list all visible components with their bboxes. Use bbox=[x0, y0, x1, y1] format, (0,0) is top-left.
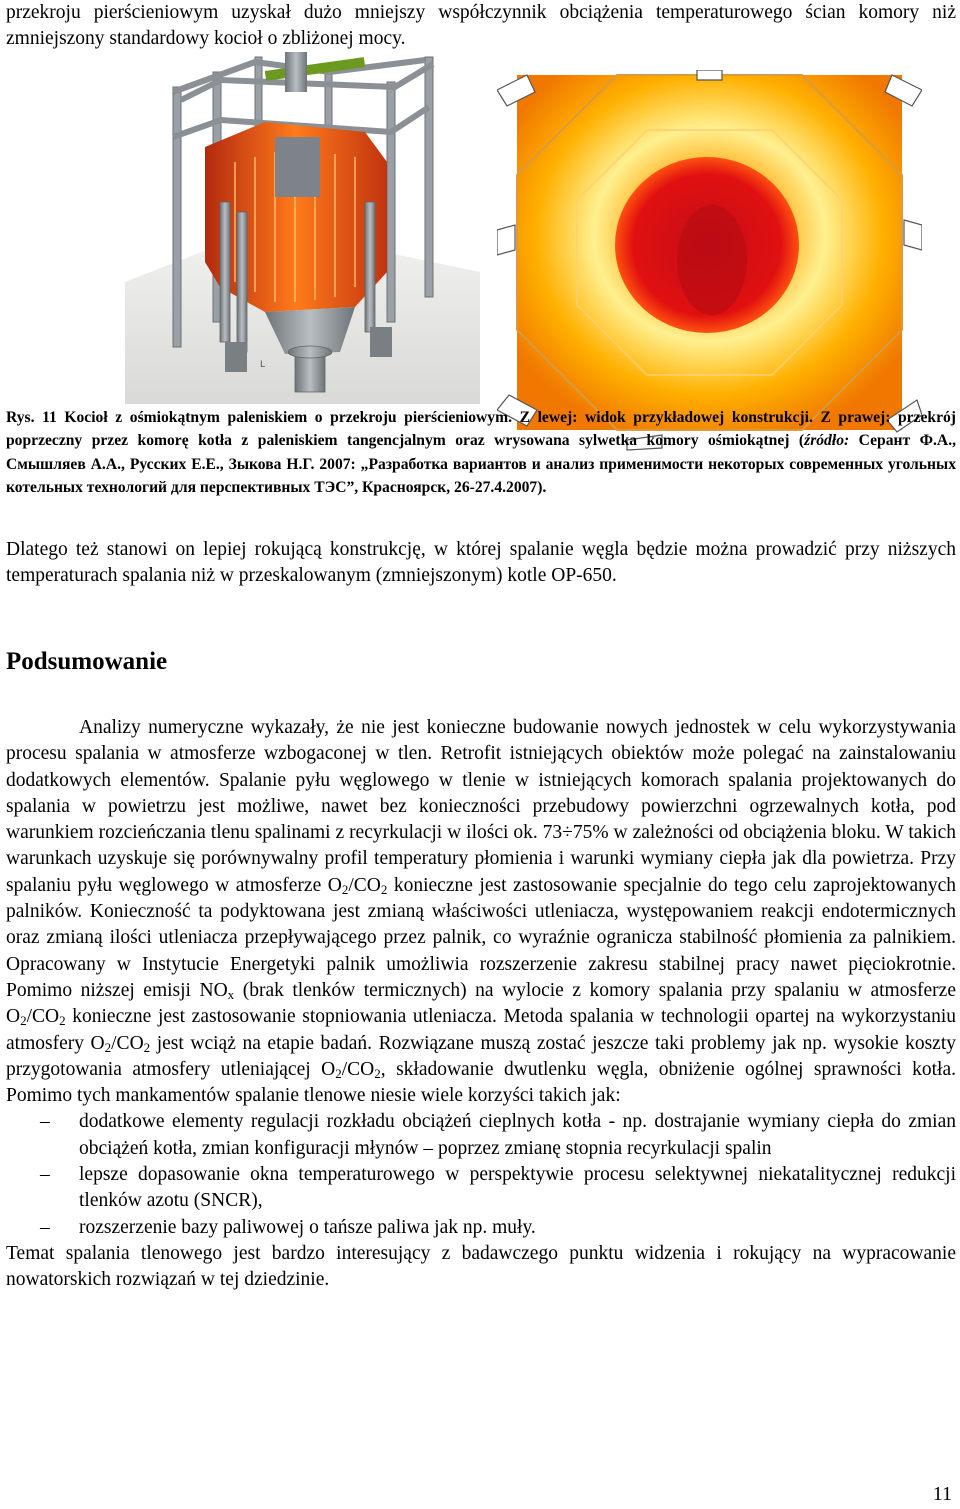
list-item-text: rozszerzenie bazy paliwowej o tańsze paliwa jak np. muły. bbox=[79, 1216, 536, 1238]
subscript-o2: 2 bbox=[20, 1013, 27, 1029]
figure-row bbox=[0, 52, 960, 404]
summary-text-6: konieczne jest zastosowanie stopniowania utleniacza. Metoda spalania w technologii opartej na wykorzystaniu atmosfery O bbox=[6, 1006, 956, 1054]
summary-text-4: (brak tlenków termicznych) na wylocie z komory spalania przy spalaniu w atmosferze O bbox=[6, 979, 956, 1028]
summary-section bbox=[6, 715, 956, 1294]
paragraph-op650: Dlatego też stanowi on lepiej rokującą konstrukcję, w której spalanie węgla będzie można prowadzić przy niższych temperaturach spalania niż w przeskalowanym (zmniejszonym) kotle OP-650. bbox=[6, 539, 956, 586]
section-heading-podsumowanie: Podsumowanie bbox=[6, 648, 168, 675]
intro-paragraph: przekroju pierścieniowym uzyskał dużo mniejszy współczynnik obciążenia temperaturowego ścian komory niż zmniejszony standardowy kocioł o zbliżonej mocy. bbox=[6, 2, 956, 49]
caption-source-label: źródło: bbox=[804, 432, 850, 450]
subscript-co2: 2 bbox=[380, 881, 388, 897]
summary-text-5: /CO bbox=[26, 1006, 60, 1028]
subscript-nox: x bbox=[227, 986, 235, 1002]
subscript-o2: 2 bbox=[341, 881, 349, 897]
svg-text:L: L bbox=[260, 360, 266, 370]
subscript-co2: 2 bbox=[59, 1013, 66, 1029]
caption-text-part1: Rys. 11 Kocioł z ośmiokątnym paleniskiem o przekroju pierścieniowym. Z lewej: widok przykładowej konstrukcji. Z prawej: przekrój poprzeczny przez komorę kotła z paleniskiem tangencjalnym oraz wrysowana sylwetka komory ośmiokątnej ( bbox=[6, 409, 956, 450]
list-item bbox=[6, 1215, 956, 1241]
summary-text-7: /CO bbox=[111, 1032, 144, 1054]
summary-text-8: jest wciąż na etapie badań. Rozwiązane muszą zostać jeszcze taki problemy jak np. wysokie koszty przygotowania atmosfery utleniającej O bbox=[6, 1032, 956, 1080]
subscript-o2: 2 bbox=[335, 1065, 342, 1081]
summary-text-3: konieczne jest zastosowanie specjalnie do tego celu zaprojektowanych palników. Konieczność ta podyktowana jest zmianą właściwości utleniacza, występowaniem reakcji endotermicznych oraz zmianą ilości utleniacza przepływającego przez palnik, co wyraźnie ogranicza stabilność płomienia za palnikiem. Opracowany w Instytucie Energetyki palnik umożliwia rozszerzenie zakresu stabilnej pracy nawet pięciokrotnie. Pomimo niższej emisji NO bbox=[6, 874, 956, 1001]
list-item bbox=[6, 1162, 956, 1215]
summary-text-10: , składowanie dwutlenku węgla, obniżenie ogólnej sprawności kotła. Pomimo tych mankamentów spalanie tlenowe niesie wiele korzyści takich jak: bbox=[6, 1058, 956, 1107]
figure-caption bbox=[6, 406, 956, 500]
page-number: 11 bbox=[932, 1483, 952, 1505]
subscript-co2: 2 bbox=[374, 1065, 381, 1081]
caption-text-part2: Серант Ф.А., Смышляев А.А., Русских Е.Е., Зыкова Н.Г. 2007: „Разработка вариантов и анализ применимости некоторых современных угольных котельных технологий для перспективных ТЭС”, Красноярск, 26-27.4.2007). bbox=[6, 432, 956, 497]
benefits-list bbox=[6, 1109, 956, 1240]
subscript-o2: 2 bbox=[104, 1039, 112, 1055]
list-item-text: lepsze dopasowanie okna temperaturowego w perspektywie procesu selektywnej niekatalitycznej redukcji tlenków azotu (SNCR), bbox=[79, 1164, 956, 1212]
summary-paragraph bbox=[6, 715, 956, 1109]
dash-bullet: – bbox=[40, 1164, 50, 1186]
list-item bbox=[6, 1109, 956, 1162]
list-item-text: dodatkowe elementy regulacji rozkładu obciążeń cieplnych kotła - np. dostrajanie wymiany ciepła do zmian obciążeń kotła, zmian konfiguracji młynów – poprzez zmianę stopnia recyrkulacji spalin bbox=[79, 1111, 956, 1159]
dash-bullet: – bbox=[40, 1111, 50, 1133]
dash-bullet: – bbox=[40, 1216, 50, 1238]
closing-paragraph: Temat spalania tlenowego jest bardzo interesujący z badawczego punktu widzenia i rokujący na wypracowanie nowatorskich rozwiązań w tej dziedzinie. bbox=[6, 1242, 956, 1291]
summary-text-1: Analizy numeryczne wykazały, że nie jest konieczne budowanie nowych jednostek w celu wykorzystywania procesu spalania w atmosferze wzbogaconej w tlen. Retrofit istniejących obiektów może polegać na zainstalowaniu dodatkowych elementów. Spalanie pyłu węglowego w tlenie w istniejących komorach spalania projektowanych do spalania w powietrzu jest możliwe, nawet bez konieczności przebudowy powierzchni ogrzewalnych kotła, pod warunkiem rozcieńczania tlenu spalinami z recyrkulacji w ilości ok. 73÷75% w zależności od obciążenia bloku. W takich warunkach uzyskuje się porównywalny profil temperatury płomienia i warunki wymiany ciepła jak dla powietrza. Przy spalaniu pyłu węglowego w atmosferze O bbox=[6, 717, 956, 896]
subscript-co2: 2 bbox=[143, 1039, 151, 1055]
boiler-structure-illustration bbox=[125, 52, 480, 404]
summary-text-2: /CO bbox=[348, 874, 381, 896]
summary-text-9: /CO bbox=[341, 1058, 375, 1080]
